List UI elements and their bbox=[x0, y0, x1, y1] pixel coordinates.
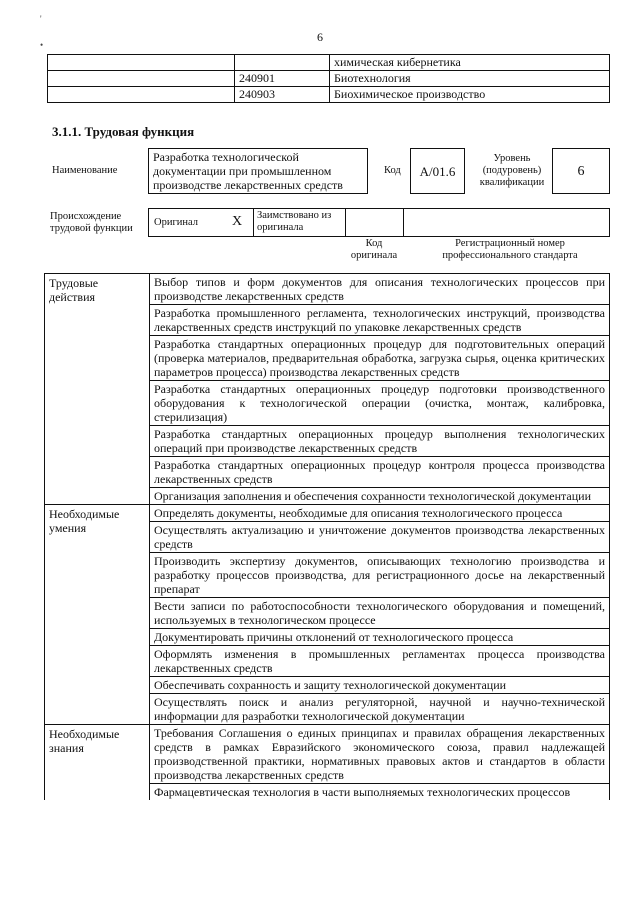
blank-cell bbox=[48, 87, 235, 103]
list-item: Определять документы, необходимые для описания технологического процесса bbox=[150, 505, 610, 522]
list-item: Осуществлять поиск и анализ регуляторной, научной и научно-технической информации для разработки технологической документации bbox=[150, 694, 610, 725]
list-item: Требования Соглашения о единых принципах и правилах обращения лекарственных средств в рамках Евразийского экономического союза, правил надлежащей производственной практики, нормативных правовых актов и стандартов в области производства лекарственных средств bbox=[150, 725, 610, 784]
borrowed-label: Заимствовано из оригинала bbox=[257, 210, 332, 233]
table-row bbox=[45, 505, 610, 522]
page-number: 6 bbox=[317, 30, 323, 44]
blank-cell bbox=[48, 55, 235, 71]
level-value: 6 bbox=[552, 148, 610, 194]
list-item: Оформлять изменения в промышленных регламентах процесса производства лекарственных средств bbox=[150, 646, 610, 677]
list-item: Вести записи по работоспособности технологического оборудования и помещений, используемых в технологическом процессе bbox=[150, 598, 610, 629]
scan-dot: • bbox=[40, 40, 44, 50]
table-row bbox=[48, 71, 610, 87]
list-item: Документировать причины отклонений от технологического процесса bbox=[150, 629, 610, 646]
specialty-table bbox=[47, 54, 610, 103]
list-item: Организация заполнения и обеспечения сохранности технологической документации bbox=[150, 488, 610, 505]
origin-box bbox=[148, 208, 610, 237]
list-item: Разработка стандартных операционных процедур выполнения технологических операций при производстве лекарственных средств bbox=[150, 426, 610, 457]
name-cell: химическая кибернетика bbox=[330, 55, 610, 71]
category-actions: Трудовые действия bbox=[45, 274, 150, 505]
table-row bbox=[45, 725, 610, 784]
list-item: Разработка промышленного регламента, технологических инструкций, производства лекарственных средств инструкций по упаковке лекарственных средств bbox=[150, 305, 610, 336]
code-cell: 240901 bbox=[235, 71, 330, 87]
code-cell: 240903 bbox=[235, 87, 330, 103]
divider bbox=[345, 208, 346, 237]
code-caption: Код оригинала bbox=[350, 238, 398, 261]
section-title: 3.1.1. Трудовая функция bbox=[52, 124, 195, 139]
name-cell: Биохимическое производство bbox=[330, 87, 610, 103]
list-item: Обеспечивать сохранность и защиту технологической документации bbox=[150, 677, 610, 694]
code-cell bbox=[235, 55, 330, 71]
table-row bbox=[48, 87, 610, 103]
original-mark: X bbox=[232, 214, 243, 229]
name-label: Наименование bbox=[52, 165, 118, 176]
function-name: Разработка технологической документации при промышленном производстве лекарственных средств bbox=[148, 148, 368, 194]
table-row bbox=[48, 55, 610, 71]
divider bbox=[253, 208, 254, 237]
function-code: A/01.6 bbox=[410, 148, 465, 194]
list-item: Разработка стандартных операционных процедур контроля процесса производства лекарственных средств bbox=[150, 457, 610, 488]
original-label: Оригинал bbox=[154, 217, 198, 228]
list-item: Выбор типов и форм документов для описания технологических процессов при производстве лекарственных средств bbox=[150, 274, 610, 305]
level-label: Уровень (подуровень) квалификации bbox=[479, 153, 545, 188]
list-item: Разработка стандартных операционных процедур подготовки производственного оборудования к технологической операции (очистка, монтаж, калибровка, стерилизация) bbox=[150, 381, 610, 426]
category-skills: Необходимые умения bbox=[45, 505, 150, 725]
list-item: Разработка стандартных операционных процедур для подготовительных операций (проверка материалов, предварительная обработка, загрузка сырья, оценка критических параметров процесса) производства лекарственных средств bbox=[150, 336, 610, 381]
scan-mark: ' bbox=[40, 14, 42, 24]
name-cell: Биотехнология bbox=[330, 71, 610, 87]
blank-cell bbox=[48, 71, 235, 87]
divider bbox=[403, 208, 404, 237]
list-item: Осуществлять актуализацию и уничтожение документов производства лекарственных средств bbox=[150, 522, 610, 553]
list-item: Производить экспертизу документов, описывающих технологию производства и разработку процессов производства, для регистрационного досье на лекарственный препарат bbox=[150, 553, 610, 598]
origin-label: Происхождение трудовой функции bbox=[50, 211, 133, 234]
code-label: Код bbox=[384, 165, 401, 176]
category-knowledge: Необходимые знания bbox=[45, 725, 150, 801]
table-row bbox=[45, 274, 610, 305]
reg-caption: Регистрационный номер профессионального стандарта bbox=[442, 238, 578, 261]
list-item: Фармацевтическая технология в части выполняемых технологических процессов bbox=[150, 784, 610, 801]
function-details-table bbox=[44, 273, 610, 800]
